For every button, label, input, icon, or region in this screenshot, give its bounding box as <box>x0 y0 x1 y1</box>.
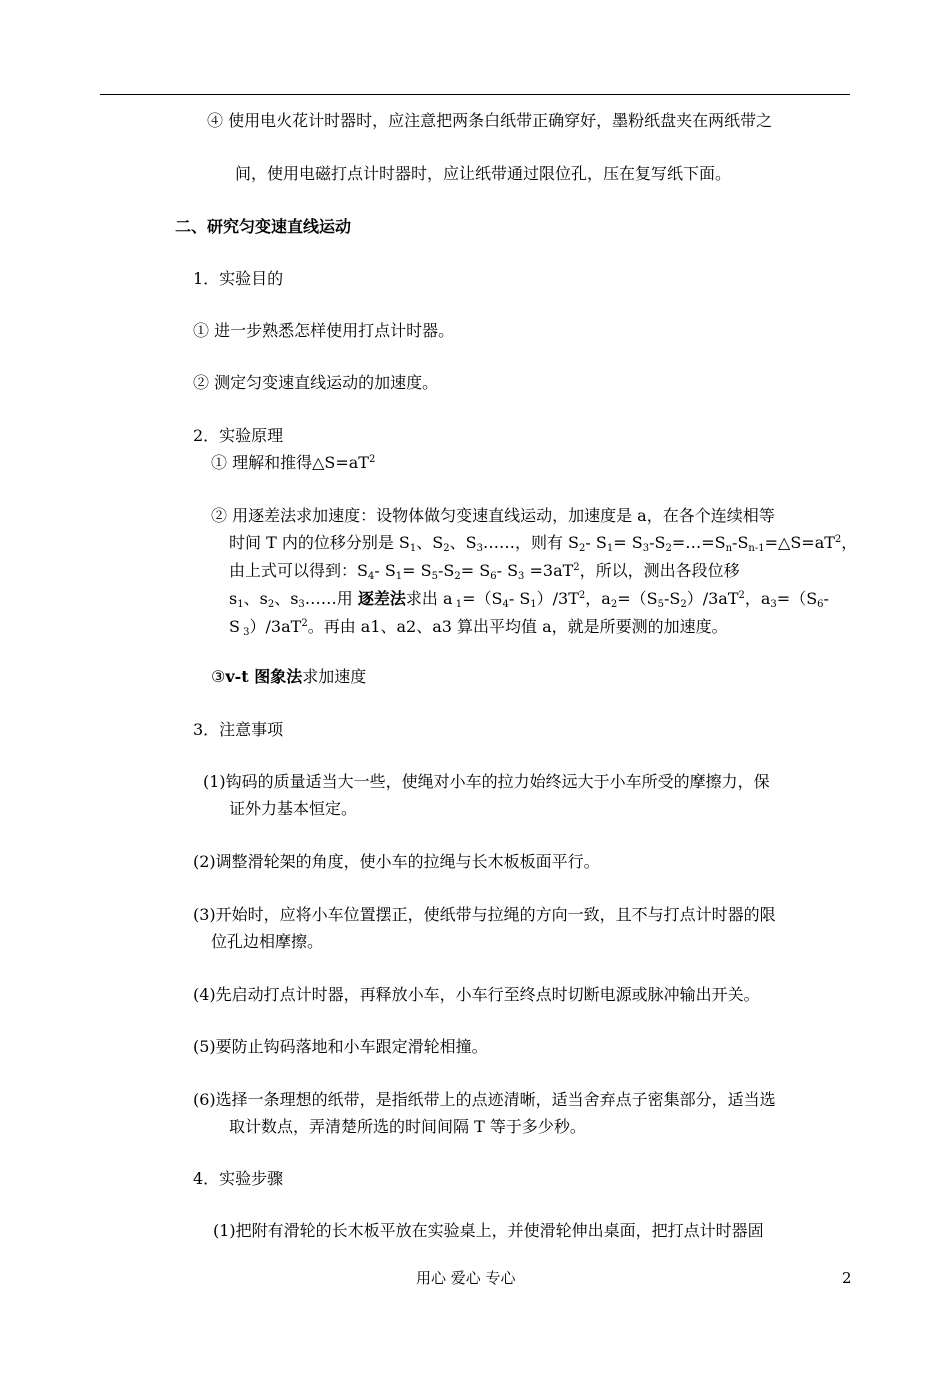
subsection-heading: 1．实验目的 <box>193 269 284 288</box>
formula-line: $s_1$、$s_2$、$s_3\dots\dots$用 逐差法求出 a $_1=(S_4-$ $S_1)/3T^2$，$a_2=(S_5-S_2)/3aT^2$，$a_3=(S_6-$ <box>229 589 829 610</box>
text-line: 位孔边相摩擦。 <box>211 932 324 951</box>
header-rule <box>100 94 850 95</box>
subsection-heading: 2．实验原理 <box>193 426 284 445</box>
text-line: (1)钩码的质量适当大一些，使绳对小车的拉力始终远大于小车所受的摩擦力，保 <box>203 772 770 791</box>
subsection-heading: 3．注意事项 <box>193 720 284 739</box>
formula-line: 时间 T 内的位移分别是 $S_1$、$S_2$、$S_3\dots\dots$，则有 $S_2-$ $S_1=$ $S_3-S_2=\dots=S_n-S_{n-1}=\triangle S=aT^2$， <box>229 533 858 554</box>
page-number: 2 <box>842 1269 852 1287</box>
section-heading: 二、研究匀变速直线运动 <box>175 217 352 236</box>
text-line: ② 测定匀变速直线运动的加速度。 <box>193 373 439 392</box>
text-line: ④ 使用电火花计时器时，应注意把两条白纸带正确穿好，墨粉纸盘夹在两纸带之 <box>207 111 773 130</box>
footer-motto: 用心 爱心 专心 <box>416 1269 516 1287</box>
text-line: ③v-t 图象法求加速度 <box>211 667 367 686</box>
text-line: ① 理解和推得$\triangle S=aT^2$ <box>211 453 376 472</box>
text-line: ① 进一步熟悉怎样使用打点计时器。 <box>193 321 455 340</box>
text-line: (2)调整滑轮架的角度，使小车的拉绳与长木板板面平行。 <box>193 852 600 871</box>
text-line: 证外力基本恒定。 <box>229 799 358 818</box>
text-line: (6)选择一条理想的纸带，是指纸带上的点迹清晰，适当舍弃点子密集部分，适当选 <box>193 1090 776 1109</box>
formula-line: 由上式可以得到：$S_4-$ $S_1= S_5-S_2= S_6-$ $S_3 =3aT^2$，所以，测出各段位移 <box>229 561 740 582</box>
text-line: 间，使用电磁打点计时器时，应让纸带通过限位孔，压在复写纸下面。 <box>235 164 732 183</box>
text-line: 取计数点，弄清楚所选的时间间隔 T 等于多少秒。 <box>229 1117 586 1136</box>
text-line: ② 用逐差法求加速度：设物体做匀变速直线运动，加速度是 a，在各个连续相等 <box>211 506 775 525</box>
subsection-heading: 4．实验步骤 <box>193 1169 284 1188</box>
text-line: (1)把附有滑轮的长木板平放在实验桌上，并使滑轮伸出桌面，把打点计时器固 <box>213 1221 764 1240</box>
text-line: (3)开始时，应将小车位置摆正，使纸带与拉绳的方向一致，且不与打点计时器的限 <box>193 905 776 924</box>
text-line: (5)要防止钩码落地和小车跟定滑轮相撞。 <box>193 1037 488 1056</box>
text-line: (4)先启动打点计时器，再释放小车，小车行至终点时切断电源或脉冲输出开关。 <box>193 985 760 1004</box>
formula-line: S $_3)/3aT^2$。再由 a1、a2、a3 算出平均值 a，就是所要测的加速度。 <box>229 617 728 638</box>
